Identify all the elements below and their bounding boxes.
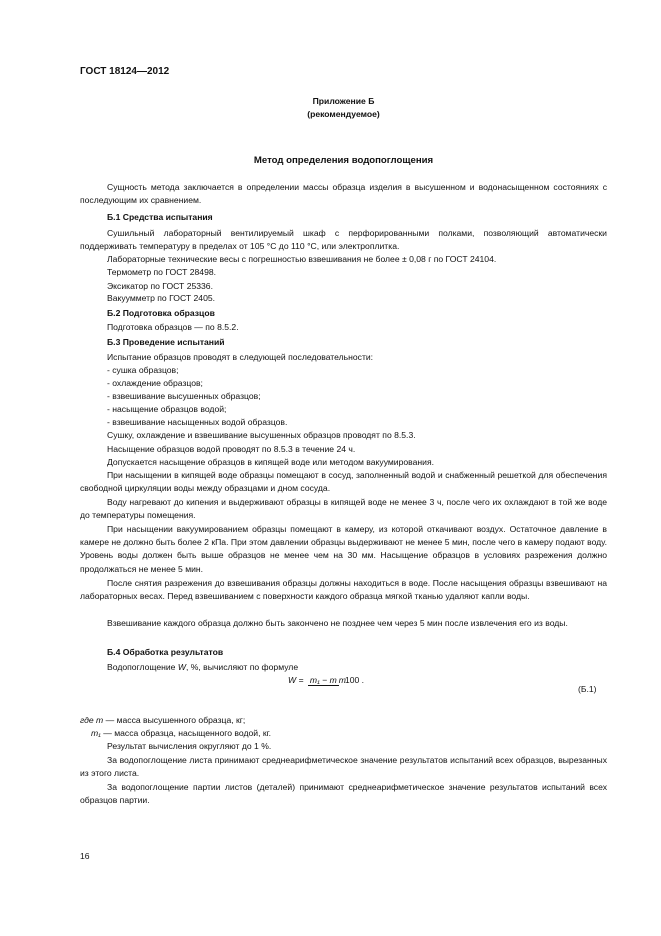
list-item: - взвешивание высушенных образцов; [107, 391, 261, 401]
appendix-title: Приложение Б [312, 96, 375, 106]
list-item: - взвешивание насыщенных водой образцов. [107, 417, 288, 427]
appendix-subtitle: (рекомендуемое) [307, 109, 380, 119]
formula [288, 674, 364, 687]
paragraph: Испытание образцов проводят в следующей последовательности: [107, 352, 374, 362]
section-title: Метод определения водопоглощения [253, 155, 434, 166]
paragraph: За водопоглощение партии листов (деталей) принимают среднеарифметическое значение результатов испытаний всех образцов партии. [80, 782, 607, 806]
heading-b1: Б.1 Средства испытания [107, 212, 213, 222]
page-number: 16 [80, 851, 90, 861]
heading-b3: Б.3 Проведение испытаний [107, 337, 225, 347]
paragraph: Взвешивание каждого образца должно быть закончено не позднее чем через 5 мин после извлечения его из воды. [107, 618, 568, 628]
text: , %, вычисляют по формуле [185, 662, 299, 672]
where-item [80, 714, 607, 727]
paragraph: Воду нагревают до кипения и выдерживают образцы в кипящей воде не менее 3 ч, после чего их охлаждают в той же воде до температуры помещения. [80, 497, 607, 521]
list-item: - охлаждение образцов; [107, 378, 203, 388]
symbol: m₁ [91, 728, 101, 738]
text: — масса высушенного образца, кг; [103, 715, 246, 725]
text: — масса образца, насыщенного водой, кг. [100, 728, 272, 738]
paragraph [80, 661, 607, 674]
formula-number: (Б.1) [578, 684, 597, 694]
paragraph: Сушку, охлаждение и взвешивание высушенных образцов проводят по 8.5.3. [107, 430, 416, 440]
paragraph: Вакуумметр по ГОСТ 2405. [107, 293, 216, 303]
paragraph: После снятия разрежения до взвешивания образцы должны находиться в воде. После насыщения образцы взвешивают на лабораторных весах. Перед взвешиванием с поверхности каждого образца мягкой тканью удаляют капли воды. [80, 578, 607, 602]
document-header: ГОСТ 18124—2012 [80, 66, 170, 77]
paragraph: За водопоглощение листа принимают среднеарифметическое значение результатов испытаний всех образцов, вырезанных из этого листа. [80, 755, 607, 779]
list-item: - сушка образцов; [107, 365, 179, 375]
where-item [80, 727, 607, 740]
paragraph: Результат вычисления округляют до 1 %. [107, 741, 272, 751]
paragraph: При насыщении вакуумированием образцы помещают в камеру, из которой откачивают воздух. Остаточное давление в камере не должно быть более 2 кПа. При этом давлении образцы выдерживают не менее 5 мин, после чего в камеру подают воду. Уровень воды должен быть выше образцов не менее чем на 30 мм. Насыщение образцов в условиях разрежения должно продолжаться не менее 5 мин. [80, 524, 607, 574]
numerator: m₁ − m [309, 675, 337, 686]
paragraph: Эксикатор по ГОСТ 25336. [107, 281, 213, 291]
variable: W [177, 662, 186, 672]
formula-lhs: W = [288, 675, 304, 686]
intro-paragraph: Сущность метода заключается в определении массы образца изделия в высушенном и водонасыщенном состояниях с последующим их сравнением. [80, 182, 607, 206]
text: Водопоглощение [107, 662, 178, 672]
denominator: m [338, 675, 346, 686]
heading-b2: Б.2 Подготовка образцов [107, 308, 215, 318]
factor: 100 . [344, 675, 365, 686]
symbol: где m [80, 715, 104, 725]
heading-b4: Б.4 Обработка результатов [107, 647, 224, 657]
list-item: - насыщение образцов водой; [107, 404, 227, 414]
fraction [308, 674, 346, 687]
paragraph: При насыщении в кипящей воде образцы помещают в сосуд, заполненный водой и снабженный решеткой для обеспечения свободной циркуляции воды между образцами и дном сосуда. [80, 470, 607, 494]
paragraph: Лабораторные технические весы с погрешностью взвешивания не более ± 0,08 г по ГОСТ 24104. [107, 254, 497, 264]
paragraph: Термометр по ГОСТ 28498. [107, 267, 217, 277]
paragraph: Насыщение образцов водой проводят по 8.5.3 в течение 24 ч. [107, 444, 356, 454]
paragraph: Допускается насыщение образцов в кипящей воде или методом вакуумирования. [107, 457, 435, 467]
paragraph: Подготовка образцов — по 8.5.2. [107, 322, 239, 332]
paragraph: Сушильный лабораторный вентилируемый шкаф с перфорированными полками, позволяющий автоматически поддерживать температуру в пределах от 105 °С до 110 °С, или электроплитка. [80, 228, 607, 252]
